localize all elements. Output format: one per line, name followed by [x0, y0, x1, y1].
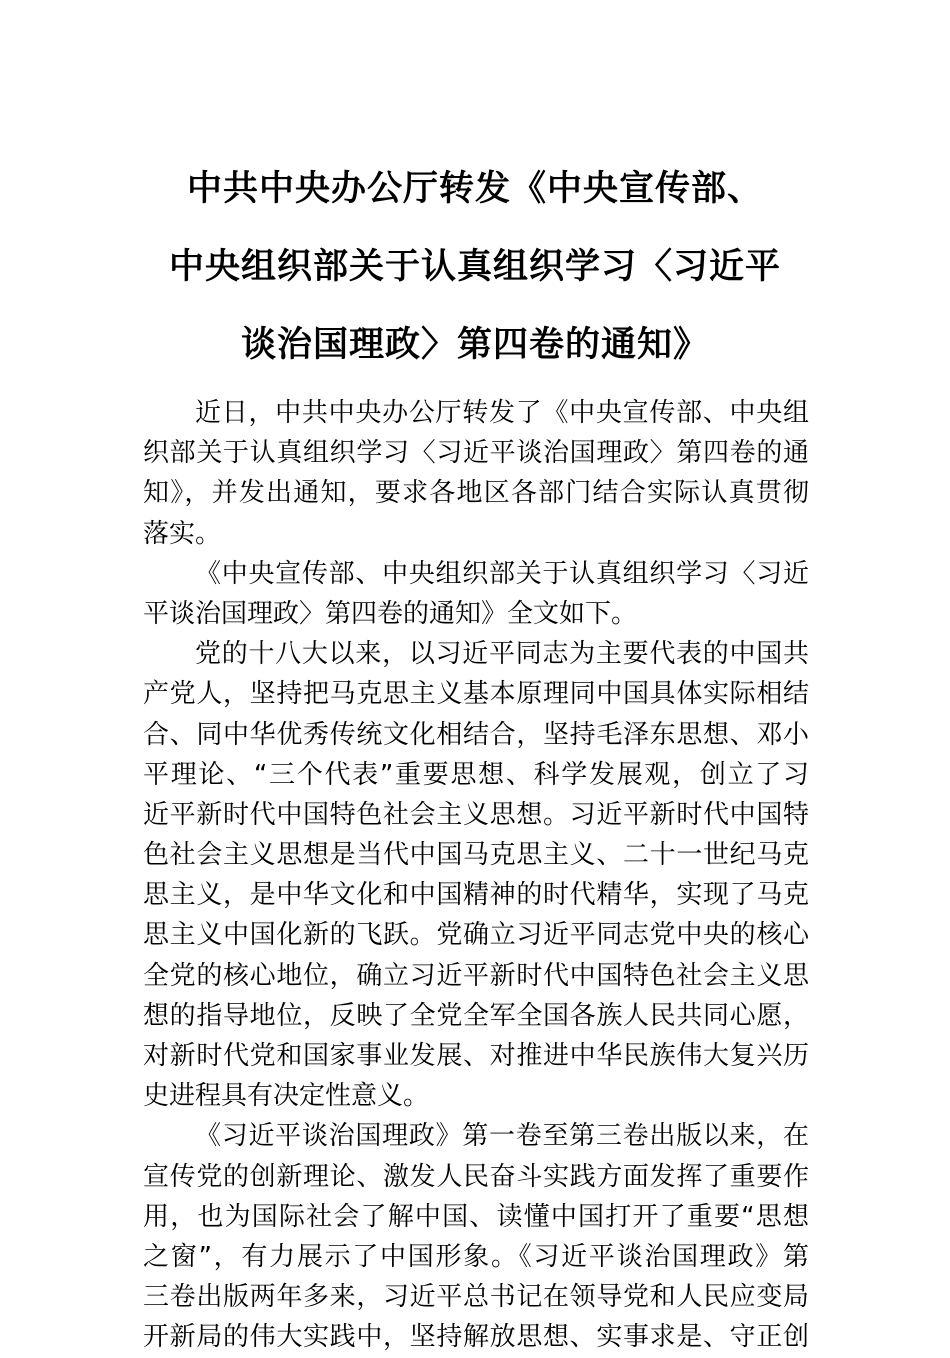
paragraph-3-line: 近平新时代中国特色社会主义思想。习近平新时代中国特 [143, 799, 809, 830]
paragraph-4-line: 《习近平谈治国理政》第一卷至第三卷出版以来，在 [195, 1121, 809, 1152]
paragraph-3-line: 思主义中国化新的飞跃。党确立习近平同志党中央的核心 [143, 920, 809, 951]
title-line: 中央组织部关于认真组织学习〈习近平 [168, 247, 781, 287]
paragraph-2-line: 《中央宣传部、中央组织部关于认真组织学习〈习近 [195, 558, 809, 589]
paragraph-4-line: 三卷出版两年多来，习近平总书记在领导党和人民应变局 [143, 1282, 809, 1313]
paragraph-1-line: 近日，中共中央办公厅转发了《中央宣传部、中央组 [195, 398, 809, 428]
paragraph-1-line: 落实。 [143, 518, 222, 549]
paragraph-2-line: 平谈治国理政〉第四卷的通知》全文如下。 [143, 598, 638, 629]
title-line: 谈治国理政〉第四卷的通知》 [240, 325, 709, 365]
paragraph-3-line: 党的十八大以来，以习近平同志为主要代表的中国共 [195, 639, 809, 670]
title-line: 中共中央办公厅转发《中央宣传部、 [186, 169, 763, 209]
paragraph-3-line: 对新时代党和国家事业发展、对推进中华民族伟大复兴历 [143, 1041, 809, 1071]
paragraph-3-line: 思主义，是中华文化和中国精神的时代精华，实现了马克 [143, 880, 809, 911]
paragraph-3-line: 想的指导地位，反映了全党全军全国各族人民共同心愿， [143, 1000, 809, 1031]
paragraph-3-line: 色社会主义思想是当代中国马克思主义、二十一世纪马克 [143, 840, 809, 871]
paragraph-3-line: 史进程具有决定性意义。 [143, 1081, 430, 1112]
document-title [0, 160, 950, 394]
paragraph-1-line: 织部关于认真组织学习〈习近平谈治国理政〉第四卷的通 [143, 438, 809, 469]
paragraph-1-line: 知》，并发出通知，要求各地区各部门结合实际认真贯彻 [143, 478, 809, 509]
paragraph-4-line: 宣传党的创新理论、激发人民奋斗实践方面发挥了重要作 [143, 1161, 809, 1192]
paragraph-3-line: 产党人，坚持把马克思主义基本原理同中国具体实际相结 [143, 679, 809, 710]
paragraph-3-line: 合、同中华优秀传统文化相结合，坚持毛泽东思想、邓小 [143, 719, 809, 750]
paragraph-3-line: 平理论、“三个代表”重要思想、科学发展观，创立了习 [143, 759, 809, 790]
paragraph-3-line: 全党的核心地位，确立习近平新时代中国特色社会主义思 [143, 960, 809, 991]
paragraph-4-line: 用，也为国际社会了解中国、读懂中国打开了重要“思想 [143, 1201, 809, 1232]
paragraph-4-line: 开新局的伟大实践中，坚持解放思想、实事求是、守正创 [143, 1322, 809, 1353]
document-body [143, 393, 809, 1358]
paragraph-4-line: 之窗”，有力展示了中国形象。《习近平谈治国理政》第 [143, 1241, 809, 1272]
